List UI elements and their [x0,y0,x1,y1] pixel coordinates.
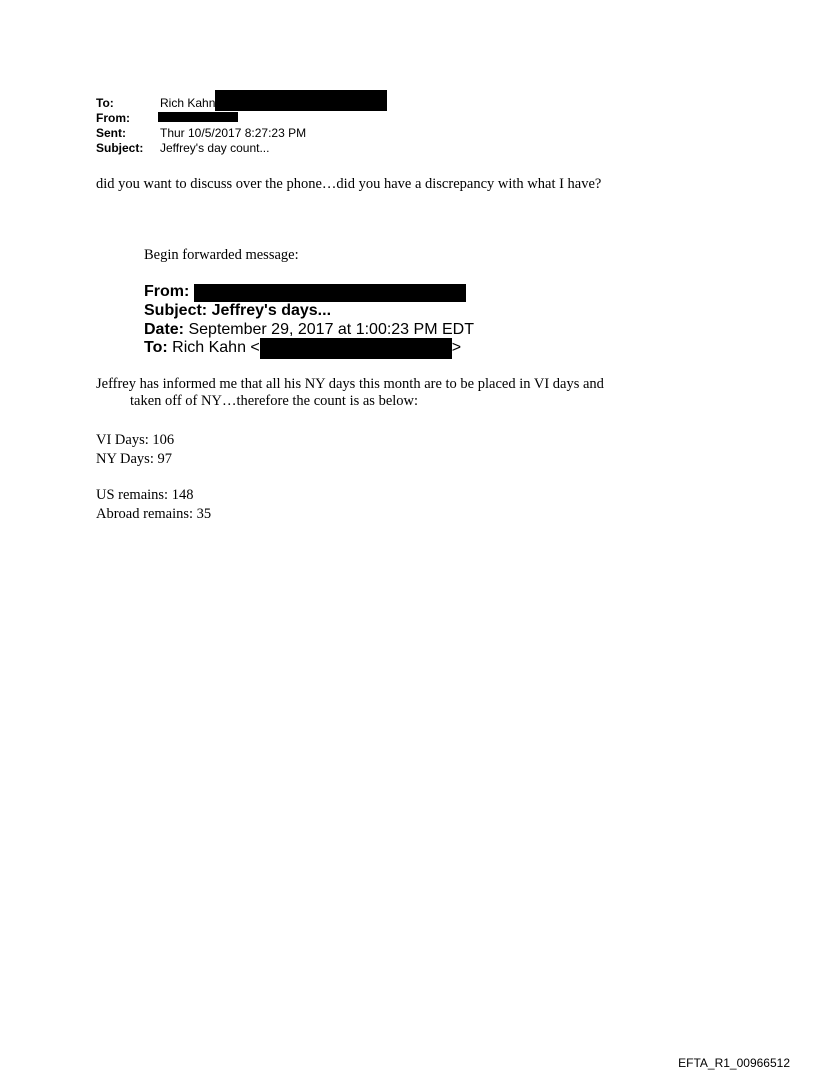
message-text: did you want to discuss over the phone…did you have a discrepancy with what I have? [96,176,602,192]
redaction-block [158,112,238,122]
ny-days: NY Days: 97 [96,451,172,467]
to-name: Rich Kahn [160,96,216,110]
forwarded-from-label: From: [144,283,190,300]
subject-label: Subject: [96,141,144,155]
abroad-remains: Abroad remains: 35 [96,506,212,522]
subject-value: Jeffrey's day count... [160,141,270,155]
from-label: From: [96,111,130,125]
forwarded-to-suffix: > [451,339,462,356]
document-id: EFTA_R1_00966512 [678,1056,790,1070]
remains-counts [96,486,211,524]
paragraph-line-2: taken off of NY…therefore the count is as below: [130,393,419,409]
to-value [160,96,387,111]
redaction-block [260,338,452,359]
forwarded-date-label: Date: [144,320,185,338]
sent-label: Sent: [96,126,126,140]
us-remains: US remains: 148 [96,487,194,503]
forwarded-from-row [144,283,474,302]
sent-value: Thur 10/5/2017 8:27:23 PM [160,126,307,140]
day-counts [96,431,174,469]
forwarded-to-label: To: [144,339,168,356]
forwarded-to-row [144,339,474,359]
forwarded-to-prefix: Rich Kahn < [172,339,260,356]
forwarded-header [144,283,474,359]
forwarded-intro: Begin forwarded message: [144,247,299,263]
forwarded-date-value: September 29, 2017 at 1:00:23 PM EDT [188,320,474,338]
forwarded-paragraph [96,376,676,410]
vi-days: VI Days: 106 [96,432,175,448]
forwarded-subject-value: Jeffrey's days... [211,302,332,319]
from-value [160,111,238,126]
redaction-block [215,90,387,111]
paragraph-line-1: Jeffrey has informed me that all his NY days this month are to be placed in VI days and [96,376,604,392]
forwarded-subject-row [144,302,474,321]
forwarded-subject-label: Subject: [144,302,208,319]
redaction-block [194,284,466,302]
to-label: To: [96,96,114,110]
forwarded-date-row [144,321,474,340]
